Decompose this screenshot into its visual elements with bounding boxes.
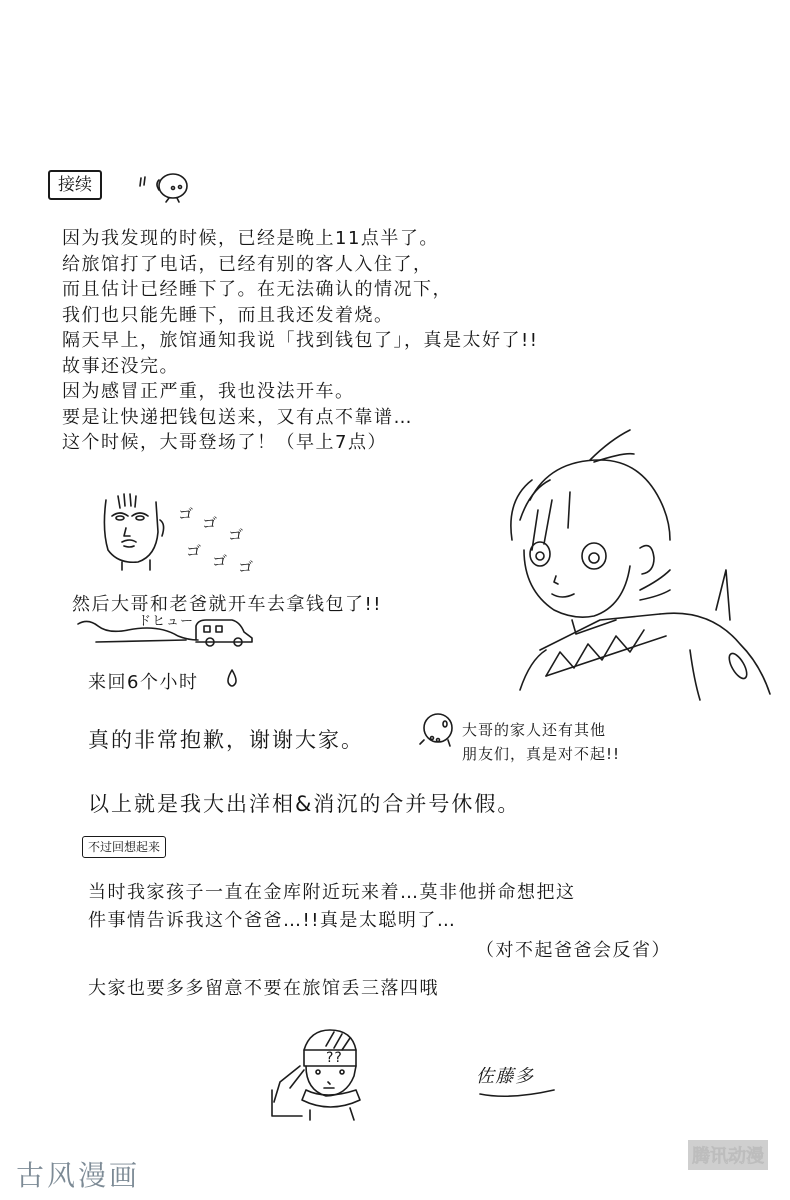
bird-doodle-icon bbox=[135, 168, 195, 204]
section-label-continued: 接续 bbox=[48, 170, 102, 200]
watermark-gufeng: 古风漫画 bbox=[16, 1159, 141, 1192]
brother-face-illustration bbox=[92, 490, 172, 570]
round-trip-note: 来回6个小时 bbox=[88, 672, 199, 693]
intro-line: 这个时候，大哥登场了！（早上7点） bbox=[62, 432, 387, 453]
sfx-go-2: ゴ bbox=[202, 514, 219, 532]
reflection-note: （对不起爸爸会反省） bbox=[476, 940, 671, 961]
intro-line: 而且估计已经睡下了。在无法确认的情况下， bbox=[62, 279, 452, 300]
apology-aside bbox=[462, 718, 620, 766]
reflection-line-2: 件事情告诉我这个爸爸…!!真是太聪明了… bbox=[88, 910, 457, 931]
author-portrait-illustration bbox=[270, 1020, 390, 1120]
closing-line: 大家也要多多留意不要在旅馆丢三落四哦 bbox=[88, 978, 439, 999]
drive-sfx: ドヒュー bbox=[138, 614, 195, 629]
sfx-go-4: ゴ bbox=[186, 542, 203, 560]
intro-line: 我们也只能先睡下，而且我还发着烧。 bbox=[62, 304, 394, 326]
sfx-go-5: ゴ bbox=[212, 552, 229, 570]
intro-line: 要是让快递把钱包送来，又有点不靠谱… bbox=[62, 406, 413, 428]
intro-line: 故事还没完。 bbox=[62, 355, 179, 377]
signature-underline bbox=[478, 1088, 558, 1100]
intro-line: 因为感冒正严重，我也没法开车。 bbox=[62, 381, 355, 402]
sfx-go-3: ゴ bbox=[228, 526, 245, 544]
intro-line: 给旅馆打了电话，已经有别的客人入住了， bbox=[62, 253, 433, 275]
intro-paragraph bbox=[62, 226, 538, 456]
apology-aside-line: 朋友们，真是对不起!! bbox=[462, 745, 621, 763]
apology-aside-line: 大哥的家人还有其他 bbox=[462, 721, 607, 739]
child-character-illustration bbox=[490, 430, 770, 700]
sweat-drop-icon bbox=[226, 668, 238, 688]
author-signature: 佐藤多 bbox=[476, 1066, 535, 1087]
sfx-go-1: ゴ bbox=[178, 505, 195, 523]
summary-line: 以上就是我大出洋相&消沉的合并号休假。 bbox=[88, 792, 521, 816]
section-label-reflection: 不过回想起来 bbox=[82, 836, 166, 858]
sfx-go-6: ゴ bbox=[238, 558, 255, 576]
apology-main: 真的非常抱歉，谢谢大家。 bbox=[88, 728, 364, 752]
intro-line: 隔天早上，旅馆通知我说「找到钱包了」，真是太好了!! bbox=[62, 330, 539, 351]
reflection-line-1: 当时我家孩子一直在金库附近玩来着…莫非他拼命想把这 bbox=[88, 882, 576, 903]
watermark-tencent-comic: 腾讯动漫 bbox=[688, 1140, 768, 1170]
headband-text: ?? bbox=[326, 1050, 343, 1066]
bowing-bird-doodle-icon bbox=[418, 710, 460, 752]
intro-line: 因为我发现的时候，已经是晚上11点半了。 bbox=[62, 228, 439, 249]
drive-caption: 然后大哥和老爸就开车去拿钱包了!! bbox=[72, 594, 382, 615]
